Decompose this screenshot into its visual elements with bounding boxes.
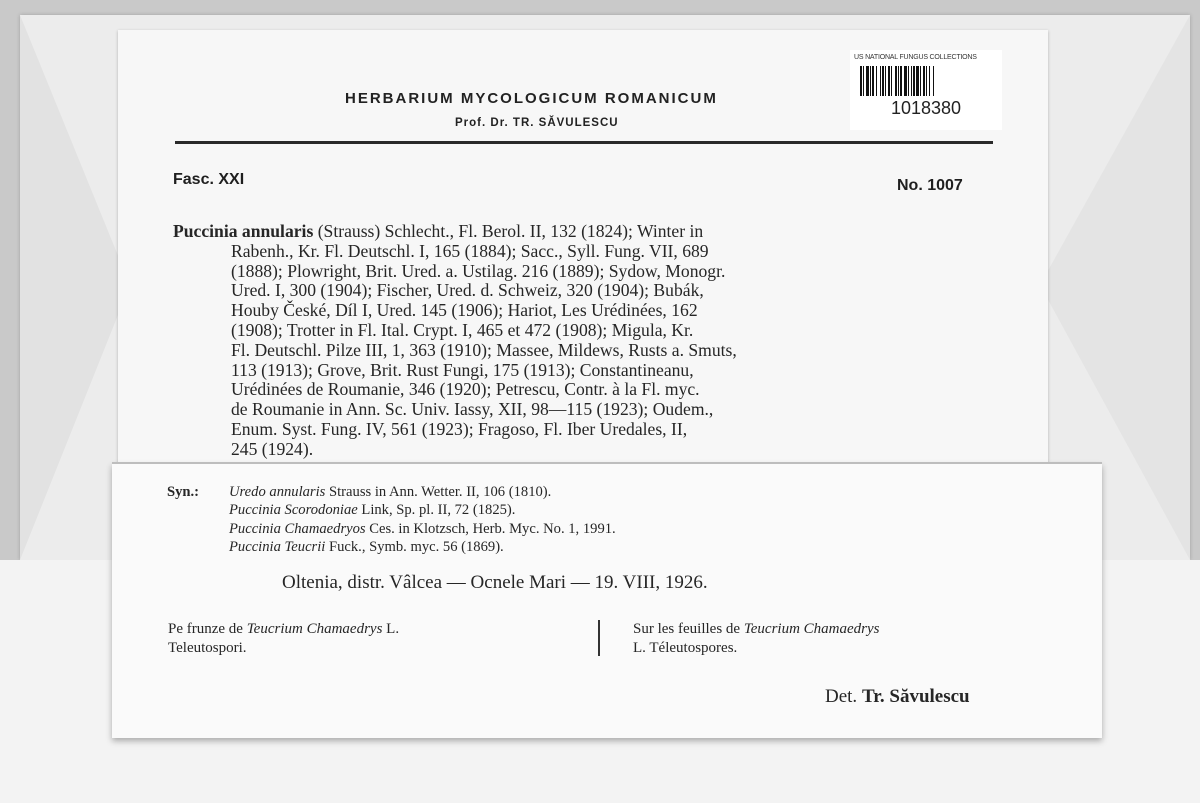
description-line: Ured. I, 300 (1904); Fischer, Ured. d. Schweiz, 320 (1904); Bubák, (231, 280, 704, 301)
description-line: Houby České, Díl I, Ured. 145 (1906); Hariot, Les Urédinées, 162 (231, 300, 698, 321)
host-romanian: Pe frunze de Teucrium Chamaedrys L. Teleutospori. (168, 621, 400, 656)
synonym-reference: Link, Sp. pl. II, 72 (1825). (357, 502, 516, 519)
barcode-stripe (934, 66, 935, 96)
synonym-entry (167, 538, 616, 556)
description-line: (1908); Trotter in Fl. Ital. Crypt. I, 465 et 472 (1908); Migula, Kr. (231, 319, 694, 340)
professor-line: Prof. Dr. TR. SĂVULESCU (455, 117, 619, 129)
description-line: (1888); Plowright, Brit. Ured. a. Ustilag. 216 (1889); Sydow, Monogr. (231, 260, 726, 281)
determiner-name: Tr. Săvulescu (861, 686, 970, 707)
synonym-reference: Fuck., Symb. myc. 56 (1869). (325, 538, 504, 555)
label-fold-line (112, 462, 1102, 464)
description-line: Puccinia annularis (Strauss) Schlecht., Fl. Berol. II, 132 (1824); Winter in (173, 221, 704, 241)
institution-title: HERBARIUM MYCOLOGICUM ROMANICUM (345, 90, 718, 107)
synonym-reference: Strauss in Ann. Wetter. II, 106 (1810). (325, 484, 552, 500)
barcode-number: 1018380 (890, 98, 962, 118)
description-line: Urédinées de Roumanie, 346 (1920); Petrescu, Contr. à la Fl. myc. (231, 379, 700, 400)
column-divider (598, 620, 600, 656)
synonym-name: Puccinia Chamaedryos (229, 520, 366, 537)
description-line: 113 (1913); Grove, Brit. Rust Fungi, 175 (1913); Constantineanu, (231, 359, 694, 380)
synonym-name: Uredo annularis (229, 484, 326, 500)
taxon-description (173, 222, 993, 460)
synonym-entry (167, 483, 616, 501)
fascicle-label: Fasc. XXI (173, 171, 245, 188)
spore-stage: Teleutospori. (168, 640, 247, 656)
host-name: Teucrium Chamaedrys (743, 621, 880, 637)
species-name: Puccinia annularis (173, 221, 314, 241)
spore-stage: L. Téleutospores. (633, 640, 738, 656)
barcode-sticker (850, 50, 1002, 130)
host-name: Teucrium Chamaedrys (246, 621, 383, 637)
synonyms-block (167, 483, 616, 556)
host-french: Sur les feuilles de Teucrium Chamaedrys L. Téleutospores. (633, 621, 880, 656)
synonym-name: Puccinia Scorodoniae (229, 502, 358, 519)
description-line: Rabenh., Kr. Fl. Deutschl. I, 165 (1884); Sacc., Syll. Fung. VII, 689 (231, 240, 709, 261)
synonyms-label: Syn.: (167, 484, 200, 500)
barcode-header: US NATIONAL FUNGUS COLLECTIONS (854, 54, 977, 61)
header-rule (175, 141, 993, 144)
synonym-entry (167, 520, 616, 538)
description-line: Fl. Deutschl. Pilze III, 1, 363 (1910); Massee, Mildews, Rusts a. Smuts, (231, 339, 737, 360)
description-line: 245 (1924). (231, 438, 314, 459)
barcode-graphic (860, 66, 992, 96)
synonym-reference: Ces. in Klotzsch, Herb. Myc. No. 1, 1991. (365, 520, 616, 537)
specimen-number: No. 1007 (897, 177, 963, 194)
collection-locality: Oltenia, distr. Vâlcea — Ocnele Mari — 19. VIII, 1926. (282, 572, 708, 593)
synonym-entry (167, 501, 616, 519)
synonym-name: Puccinia Teucrii (229, 538, 326, 555)
description-line: de Roumanie in Ann. Sc. Univ. Iassy, XII, 98—115 (1923); Oudem., (231, 399, 714, 420)
determiner: Det. Tr. Săvulescu (825, 686, 970, 707)
description-line: Enum. Syst. Fung. IV, 561 (1923); Fragoso, Fl. Iber Uredales, II, (231, 418, 688, 439)
